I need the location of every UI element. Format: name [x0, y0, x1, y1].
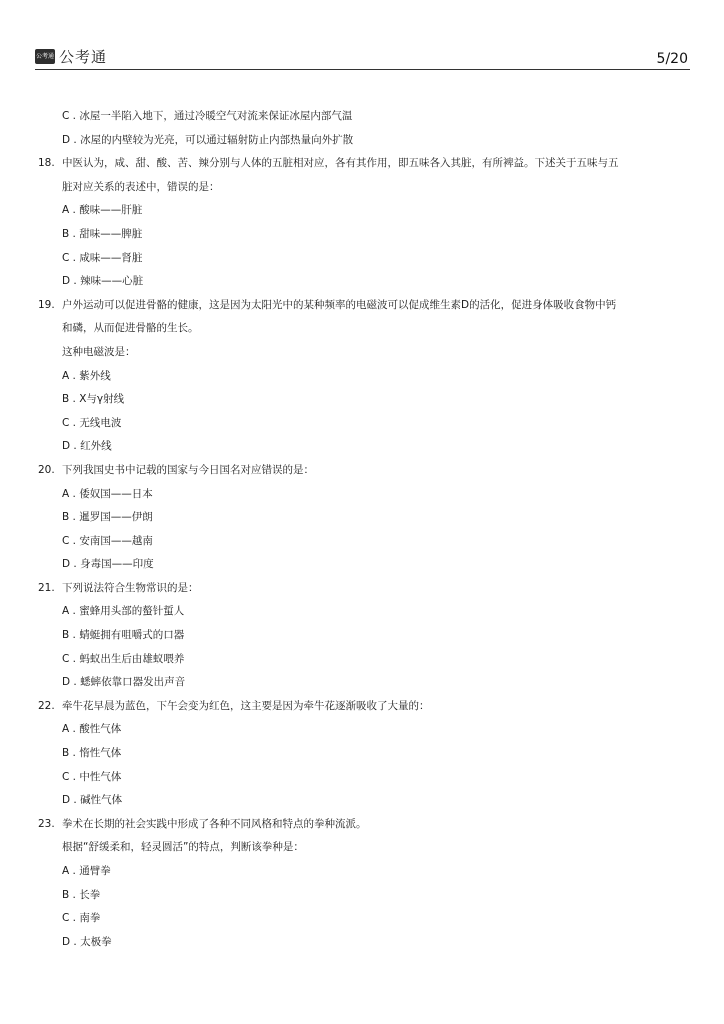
question-stem: 中医认为，咸、甜、酸、苦、辣分别与人体的五脏相对应，各有其作用，即五味各入其脏，有所裨益。下述关于五味与五	[62, 157, 619, 170]
question-20	[38, 459, 688, 577]
question-number: 23.	[38, 817, 55, 830]
brand-logo	[35, 46, 107, 67]
option-b: B . 甜味——脾脏	[62, 227, 143, 240]
option-b: B . 蜻蜓拥有咀嚼式的口器	[62, 629, 185, 642]
question-number: 20.	[38, 463, 55, 476]
question-stem: 下列我国史书中记载的国家与今日国名对应错误的是：	[62, 463, 314, 476]
option-a: A . 倭奴国——日本	[62, 487, 153, 500]
option-c: C . 安南国——越南	[62, 534, 153, 547]
option-d: D . 辣味——心脏	[62, 275, 144, 288]
option-c: C . 中性气体	[62, 770, 122, 783]
option-a: A . 酸味——肝脏	[62, 204, 143, 217]
option-b: B . X与γ射线	[62, 393, 125, 406]
option-d: D . 蟋蟀依靠口器发出声音	[62, 676, 186, 689]
question-18	[38, 152, 688, 294]
question-stem: 户外运动可以促进骨骼的健康，这是因为太阳光中的某种频率的电磁波可以促成维生素D的活化，促进身体吸收食物中钙	[62, 298, 617, 311]
option-a: A . 酸性气体	[62, 723, 122, 736]
option-a: A . 紫外线	[62, 369, 111, 382]
prev-option-d: D . 冰屋的内壁较为光亮，可以通过辐射防止内部热量向外扩散	[62, 133, 354, 146]
option-c: C . 蚂蚁出生后由雄蚁喂养	[62, 652, 185, 665]
option-b: B . 长拳	[62, 888, 101, 901]
option-d: D . 身毒国——印度	[62, 558, 154, 571]
option-d: D . 红外线	[62, 440, 112, 453]
prev-option-c: C . 冰屋一半陷入地下，通过冷暖空气对流来保证冰屋内部气温	[62, 110, 353, 122]
question-prompt: 这种电磁波是：	[62, 345, 136, 358]
question-number: 21.	[38, 581, 55, 594]
logo-icon: 公考通	[35, 49, 55, 64]
question-prompt: 根据“舒缓柔和，轻灵圆活”的特点，判断该拳种是：	[62, 841, 304, 854]
question-stem: 脏对应关系的表述中，错误的是：	[62, 180, 220, 193]
question-number: 19.	[38, 298, 55, 311]
question-stem: 和磷，从而促进骨骼的生长。	[62, 322, 199, 335]
question-19	[38, 294, 688, 459]
question-number: 18.	[38, 157, 55, 170]
question-number: 22.	[38, 699, 55, 712]
option-c: C . 南拳	[62, 912, 101, 925]
question-21	[38, 577, 688, 695]
question-23	[38, 813, 688, 955]
page-header	[35, 42, 690, 70]
question-stem: 牵牛花早晨为蓝色，下午会变为红色，这主要是因为牵牛花逐渐吸收了大量的：	[62, 699, 430, 712]
option-b: B . 暹罗国——伊朗	[62, 511, 153, 524]
option-d: D . 碱性气体	[62, 794, 123, 807]
option-c: C . 咸味——肾脏	[62, 251, 143, 264]
question-stem: 拳术在长期的社会实践中形成了各种不同风格和特点的拳种流派。	[62, 817, 367, 830]
page-number: 5/20	[656, 51, 688, 67]
question-stem: 下列说法符合生物常识的是：	[62, 581, 199, 594]
option-a: A . 通臂拳	[62, 865, 111, 877]
option-c: C . 无线电波	[62, 416, 122, 429]
option-b: B . 惰性气体	[62, 747, 122, 760]
brand-name: 公考通	[59, 48, 108, 66]
document-body	[38, 105, 688, 954]
question-22	[38, 695, 688, 813]
option-a: A . 蜜蜂用头部的螯针蜇人	[62, 605, 185, 618]
option-d: D . 太极拳	[62, 935, 112, 948]
